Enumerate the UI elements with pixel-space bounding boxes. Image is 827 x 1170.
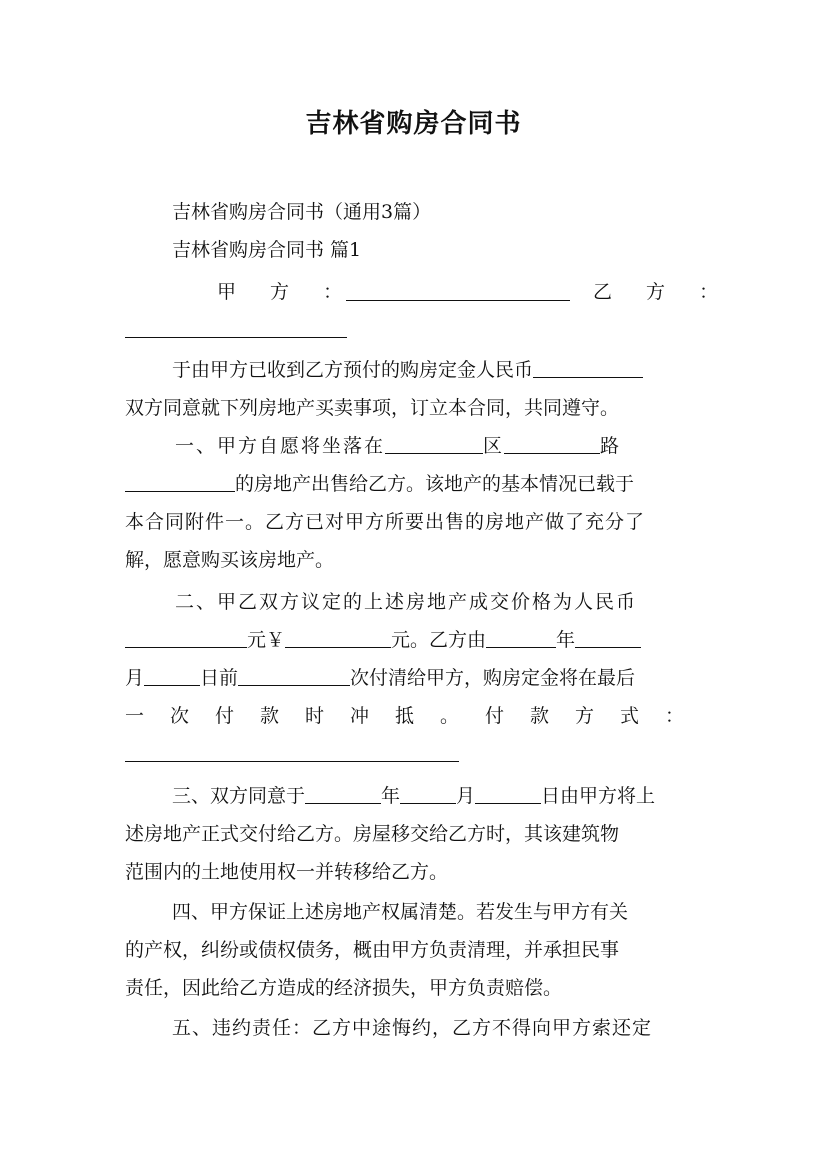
party-a-label: 甲 方 ： (217, 281, 357, 303)
subtitle: 吉林省购房合同书（通用3篇） (172, 201, 432, 223)
para5-line2: 的产权，纠纷或债权债务，概由甲方负责清理，并承担民事 (125, 939, 620, 961)
para4-line1 (172, 784, 702, 808)
document-title: 吉林省购房合同书 (305, 109, 522, 139)
road-blank[interactable] (504, 435, 600, 454)
para3-text-e: 日前 (200, 667, 239, 689)
para3-text-c: 年 (556, 629, 576, 651)
installments-blank[interactable] (238, 667, 350, 686)
para3-line2 (125, 628, 702, 652)
section-heading: 吉林省购房合同书 篇1 (172, 239, 362, 261)
deposit-blank[interactable] (533, 359, 643, 378)
pay-year-blank[interactable] (486, 629, 556, 648)
para2-text-b: 区 (483, 435, 505, 457)
para3-line4: 一次付款时冲抵。付款方式： (125, 705, 711, 727)
para5-line1: 四、甲方保证上述房地产权属清楚。若发生与甲方有关 (172, 901, 629, 923)
party-a-blank[interactable] (346, 282, 570, 301)
party-b-line (125, 318, 702, 342)
para3-text-a: 元￥ (247, 629, 286, 651)
para1-line1 (172, 358, 702, 382)
para1-line2: 双方同意就下列房地产买卖事项，订立本合同，共同遵守。 (125, 397, 620, 419)
para3-text-f: 次付清给甲方，购房定金将在最后 (350, 667, 636, 689)
para4-text-b: 年 (381, 785, 401, 807)
para2-text-a: 一、甲方自愿将坐落在 (175, 435, 386, 457)
district-blank[interactable] (385, 435, 483, 454)
para4-text-d: 日由甲方将上 (541, 785, 656, 807)
para3-line1: 二、甲乙双方议定的上述房地产成交价格为人民币 (175, 591, 638, 613)
para1-text: 于由甲方已收到乙方预付的购房定金人民币 (172, 359, 534, 381)
para5-line3: 责任，因此给乙方造成的经济损失，甲方负责赔偿。 (125, 977, 563, 999)
delivery-month-blank[interactable] (400, 785, 456, 804)
location-blank[interactable] (125, 473, 235, 492)
para4-text-c: 月 (456, 785, 476, 807)
para3-line3 (125, 666, 702, 690)
delivery-day-blank[interactable] (475, 785, 541, 804)
pay-month-blank[interactable] (575, 629, 641, 648)
para4-line3: 范围内的土地使用权一并转移给乙方。 (125, 861, 449, 883)
para2-line4: 解，愿意购买该房地产。 (125, 549, 335, 571)
para2-line3: 本合同附件一。乙方已对甲方所要出售的房地产做了充分了 (125, 511, 646, 533)
para2-text-c: 路 (600, 435, 622, 457)
para4-line2: 述房地产正式交付给乙方。房屋移交给乙方时，其该建筑物 (125, 823, 620, 845)
pay-day-blank[interactable] (144, 667, 200, 686)
price-words-blank[interactable] (125, 629, 247, 648)
party-b-label: 乙 方 ： (593, 281, 733, 303)
para4-text-a: 三、双方同意于 (172, 785, 306, 807)
price-number-blank[interactable] (285, 629, 391, 648)
para3-line5 (125, 742, 702, 766)
payment-method-blank[interactable] (125, 743, 459, 762)
party-b-blank[interactable] (125, 319, 347, 338)
delivery-year-blank[interactable] (305, 785, 381, 804)
para2-line1 (175, 434, 702, 458)
para6-line1: 五、违约责任：乙方中途悔约，乙方不得向甲方索还定 (172, 1017, 653, 1039)
para2-line2 (125, 472, 702, 496)
para3-text-d: 月 (125, 667, 145, 689)
para2-text-d: 的房地产出售给乙方。该地产的基本情况已载于 (235, 473, 635, 495)
para3-text-b: 元。乙方由 (391, 629, 487, 651)
